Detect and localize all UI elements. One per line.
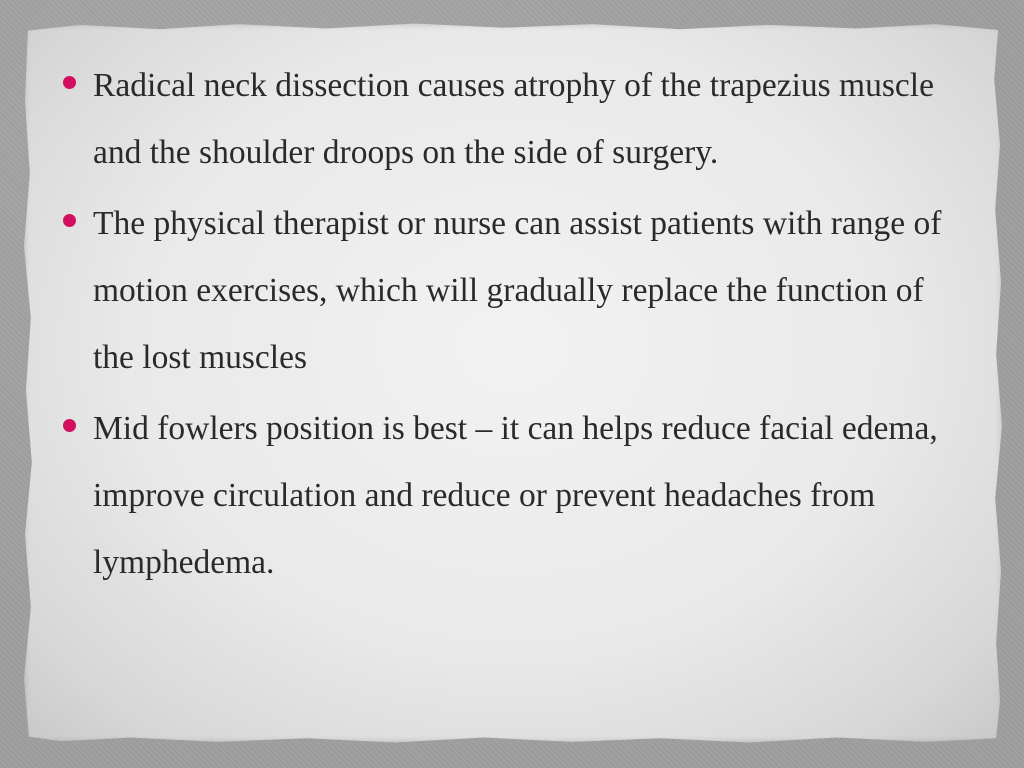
bullet-list	[60, 52, 970, 600]
bullet-text: Radical neck dissection causes atrophy of the trapezius muscle and the shoulder droops on the side of surgery.	[93, 67, 934, 171]
bullet-item	[60, 190, 970, 391]
bullet-dot-icon	[63, 76, 76, 89]
bullet-dot-icon	[63, 214, 76, 227]
bullet-item	[60, 395, 970, 596]
bullet-text: Mid fowlers position is best – it can helps reduce facial edema, improve circulation and reduce or prevent headaches from lymphedema.	[93, 410, 938, 581]
bullet-item	[60, 52, 970, 186]
bullet-dot-icon	[63, 419, 76, 432]
bullet-text: The physical therapist or nurse can assist patients with range of motion exercises, which will gradually replace the function of the lost muscles	[93, 205, 942, 376]
